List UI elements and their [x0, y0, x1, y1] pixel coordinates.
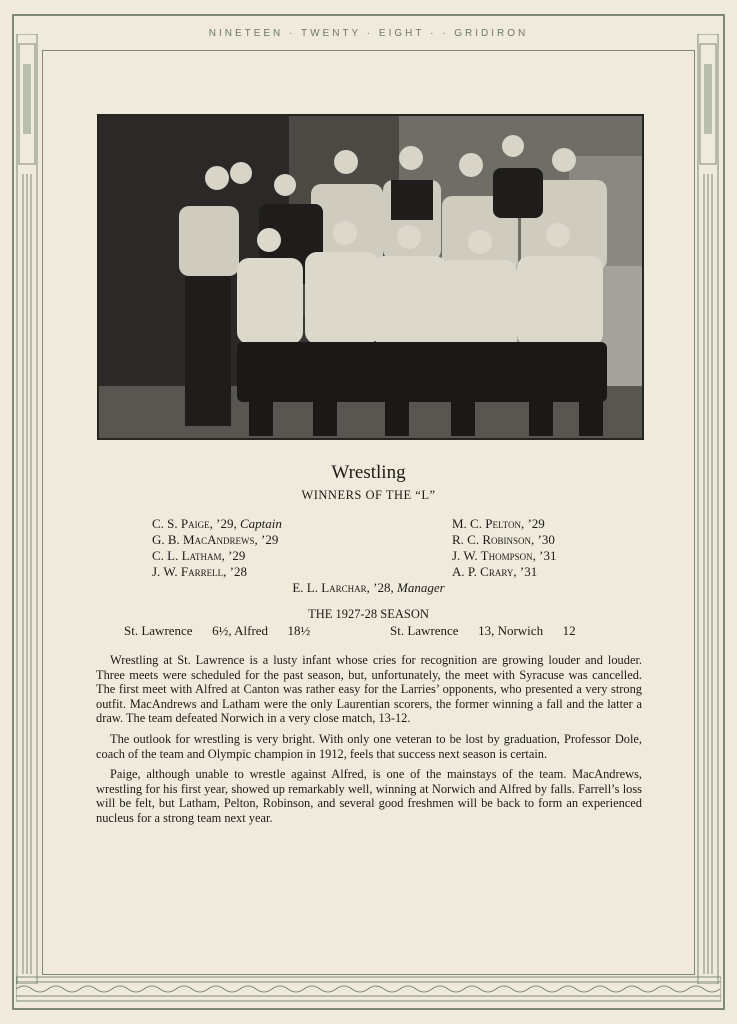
roster-name: R. C. Robinson: [452, 532, 532, 547]
roster-class-year: , ’29: [254, 532, 279, 547]
roster-name: M. C. Pelton: [452, 516, 521, 531]
roster-entry: [452, 516, 556, 532]
meet-result: St. Lawrence 13, Norwich 12: [390, 623, 576, 638]
article-subtitle: WINNERS OF THE “L”: [301, 488, 436, 502]
roster-name: C. S. Paige: [152, 516, 210, 531]
roster-class-year: , ’29,: [209, 516, 240, 531]
manager-name: E. L. Larchar: [292, 580, 367, 595]
team-photo-illustration: [99, 116, 642, 438]
roster-name: J. W. Farrell: [152, 564, 224, 579]
manager-class-year: , ’28,: [366, 580, 397, 595]
article-body: [96, 653, 642, 832]
season-heading: THE 1927-28 SEASON: [308, 607, 429, 621]
roster-role: Captain: [239, 516, 282, 531]
roster-class-year: , ’28: [223, 564, 247, 579]
roster-name: C. L. Latham: [152, 548, 222, 563]
roster-name: J. W. Thompson: [452, 548, 533, 563]
meet-result: St. Lawrence 6½, Alfred 18½: [124, 623, 311, 638]
roster-entry: [152, 532, 282, 548]
right-ornamental-column: [697, 34, 719, 984]
ornamental-base-band: [16, 976, 721, 1002]
body-paragraph: Wrestling at St. Lawrence is a lusty infant whose cries for recognition are growing louder and louder. Three meets were scheduled for the past season, but, unfortunately, the meet with Syracuse was cancelled. The first meet with Alfred at Canton was rather easy for the Larries’ opponents, who presented a very strong outfit. MacAndrews and Latham were the only Laurentian scorers, the former winning a fall and the latter a draw. The team defeated Norwich in a very close match, 13-12.: [96, 653, 642, 726]
team-photograph: [97, 114, 644, 440]
manager-role: Manager: [397, 580, 445, 595]
roster-name: G. B. MacAndrews: [152, 532, 255, 547]
roster-name: A. P. Crary: [452, 564, 514, 579]
roster-class-year: , ’31: [532, 548, 557, 563]
body-paragraph: The outlook for wrestling is very bright. With only one veteran to be lost by graduation, Professor Dole, coach of the team and Olympic champion in 1912, feels that success next season is certain.: [96, 731, 642, 761]
roster-right-column: [452, 516, 556, 580]
article-title: Wrestling: [331, 462, 406, 483]
roster-entry: [452, 564, 556, 580]
roster-entry: [152, 564, 282, 580]
roster-class-year: , ’29: [221, 548, 246, 563]
roster-class-year: , ’31: [513, 564, 538, 579]
roster-left-column: [152, 516, 282, 580]
roster-entry: [152, 516, 282, 532]
manager-line: [0, 580, 737, 596]
roster-entry: [452, 532, 556, 548]
roster-class-year: , ’29: [520, 516, 545, 531]
roster-entry: [152, 548, 282, 564]
running-title: NINETEEN · TWENTY · EIGHT · · GRIDIRON: [208, 28, 529, 39]
roster-entry: [452, 548, 556, 564]
roster-class-year: , ’30: [531, 532, 555, 547]
left-ornamental-column: [16, 34, 38, 984]
body-paragraph: Paige, although unable to wrestle against Alfred, is one of the mainstays of the team. MacAndrews, wrestling for his first year, showed up remarkably well, winning at Norwich and Alfred by falls. Farrell’s loss will be felt, but Latham, Pelton, Robinson, and several good freshmen will be back to form an experienced nucleus for a strong team next year.: [96, 767, 642, 825]
